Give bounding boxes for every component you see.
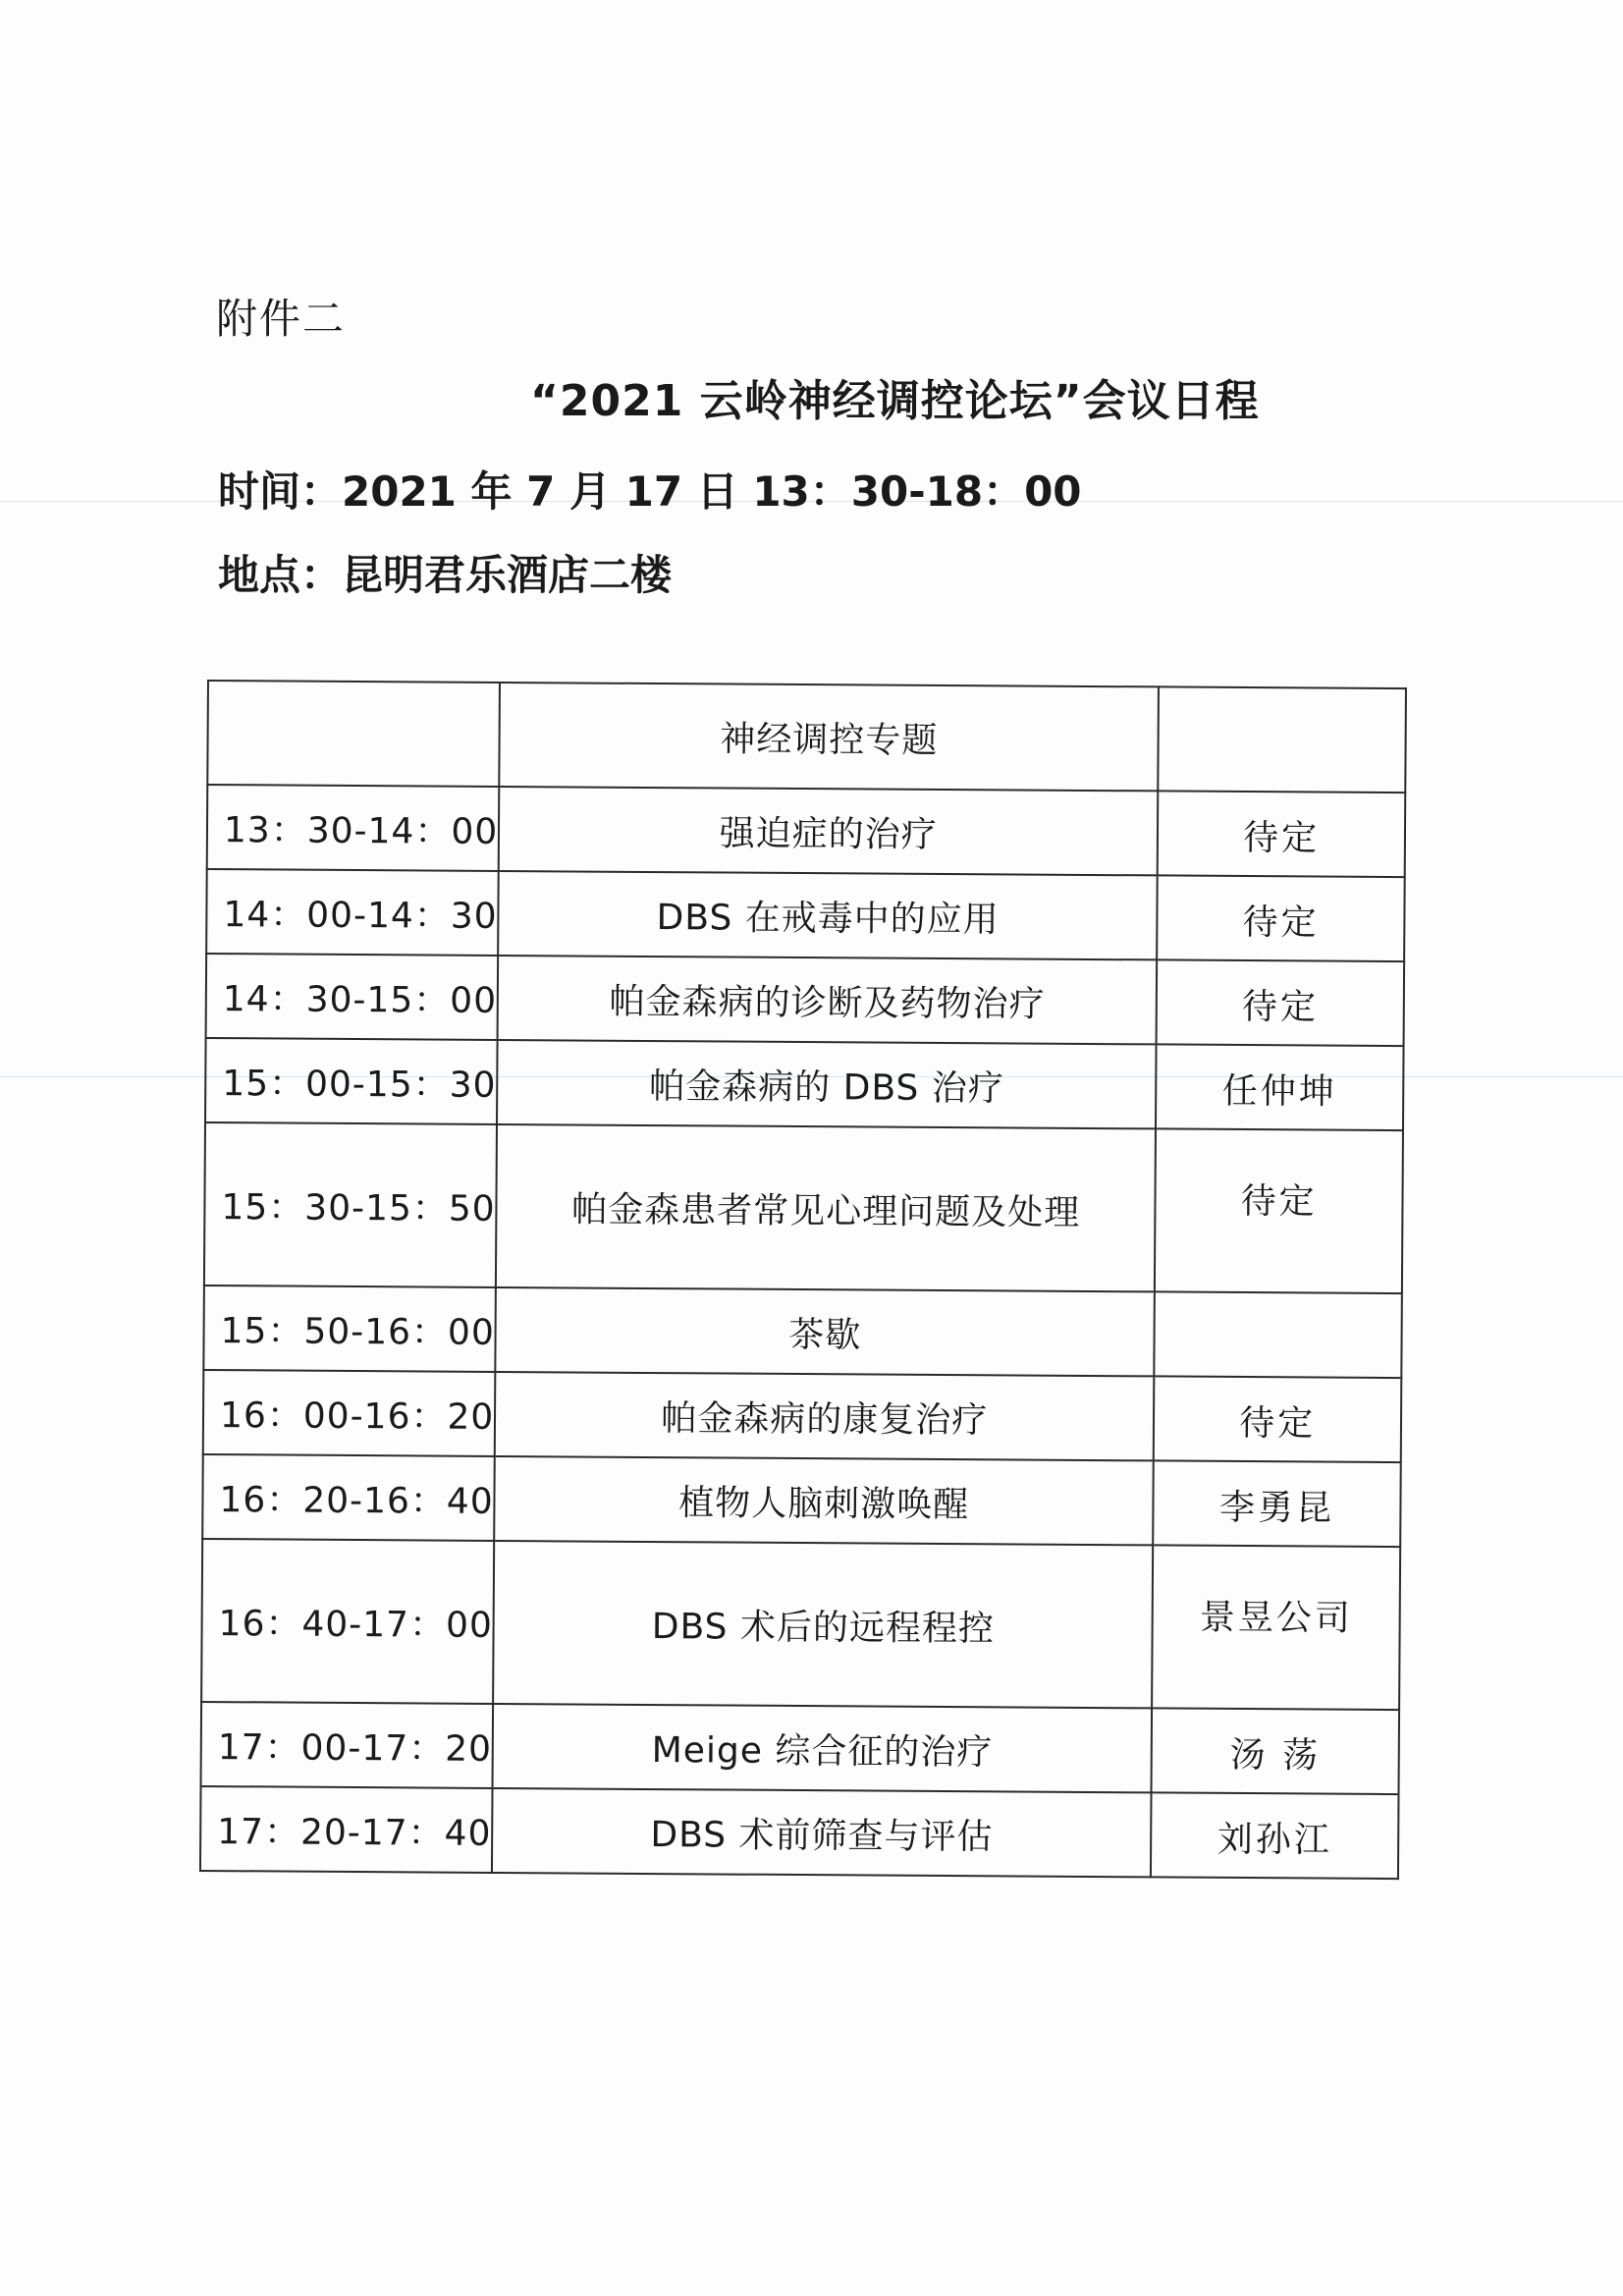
session-time: 16：20-16：40 — [202, 1454, 495, 1541]
table-row — [206, 869, 1405, 961]
session-speaker: 刘孙江 — [1151, 1792, 1398, 1879]
table-row — [204, 1122, 1403, 1293]
session-topic: 茶歇 — [496, 1287, 1156, 1376]
session-topic: 强迫症的治疗 — [499, 787, 1159, 875]
meeting-place-label: 地点： — [218, 551, 343, 599]
session-speaker: 景昱公司 — [1152, 1545, 1400, 1710]
header-time-cell — [207, 681, 500, 787]
session-speaker: 李勇昆 — [1153, 1460, 1400, 1547]
session-time: 17：20-17：40 — [200, 1786, 493, 1873]
header-topic-cell: 神经调控专题 — [500, 683, 1160, 791]
session-topic: DBS 术后的远程程控 — [493, 1541, 1153, 1708]
session-time: 14：30-15：00 — [206, 954, 499, 1040]
session-speaker: 待定 — [1157, 875, 1404, 961]
table-row — [206, 954, 1405, 1046]
session-topic: Meige 综合征的治疗 — [493, 1704, 1153, 1792]
session-topic: 帕金森病的 DBS 治疗 — [497, 1040, 1157, 1128]
session-topic: 帕金森患者常见心理问题及处理 — [496, 1124, 1156, 1291]
session-topic: DBS 在戒毒中的应用 — [498, 871, 1158, 959]
session-speaker: 待定 — [1154, 1376, 1401, 1462]
table-row — [202, 1454, 1401, 1547]
schedule-table — [199, 680, 1407, 1880]
session-topic: DBS 术前筛查与评估 — [492, 1788, 1152, 1877]
session-time: 15：30-15：50 — [204, 1122, 497, 1287]
table-row — [203, 1285, 1402, 1378]
session-speaker: 待定 — [1155, 1128, 1403, 1293]
session-topic: 帕金森病的康复治疗 — [495, 1372, 1155, 1460]
table-row — [201, 1702, 1400, 1794]
session-time: 16：40-17：00 — [201, 1539, 494, 1704]
table-row — [205, 1038, 1404, 1130]
session-speaker: 汤 荡 — [1152, 1708, 1399, 1794]
session-topic: 帕金森病的诊断及药物治疗 — [498, 956, 1158, 1044]
session-time: 14：00-14：30 — [206, 869, 499, 956]
session-time: 15：00-15：30 — [205, 1038, 498, 1124]
document-title: “2021 云岭神经调控论坛”会议日程 — [530, 376, 1260, 426]
session-speaker — [1155, 1291, 1402, 1378]
attachment-label: 附件二 — [216, 295, 347, 343]
table-row — [201, 1539, 1400, 1710]
session-topic: 植物人脑刺激唤醒 — [494, 1456, 1154, 1545]
session-time: 17：00-17：20 — [201, 1702, 494, 1788]
session-time: 13：30-14：00 — [207, 785, 500, 871]
meeting-time-value: 2021 年 7 月 17 日 13：30-18：00 — [342, 467, 1082, 516]
session-speaker: 待定 — [1158, 791, 1405, 877]
session-time: 15：50-16：00 — [203, 1285, 496, 1372]
session-speaker: 任仲坤 — [1156, 1044, 1403, 1130]
table-row — [203, 1370, 1402, 1462]
session-time: 16：00-16：20 — [203, 1370, 496, 1456]
schedule-header-row — [207, 681, 1406, 793]
meeting-place — [218, 543, 672, 602]
table-row — [207, 785, 1406, 877]
header-speaker-cell — [1159, 686, 1406, 793]
session-speaker: 待定 — [1157, 959, 1404, 1046]
meeting-time — [218, 460, 1082, 519]
meeting-place-value: 昆明君乐酒店二楼 — [342, 551, 673, 599]
meeting-time-label: 时间： — [218, 467, 343, 516]
table-row — [200, 1786, 1399, 1879]
